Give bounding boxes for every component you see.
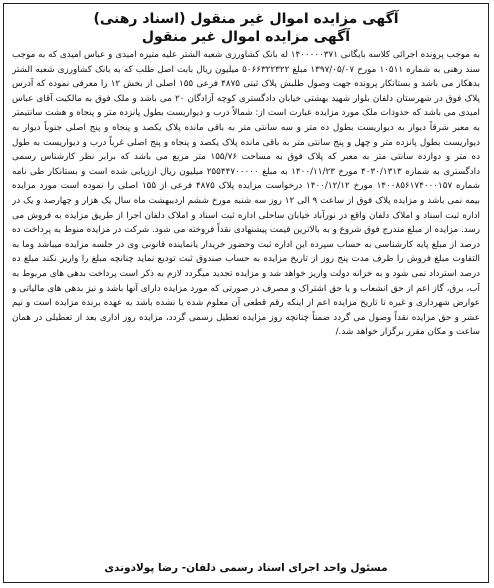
notice-signature: مسئول واحد اجرای اسناد رسمی دلفان- رضا پولادوندی xyxy=(104,562,388,574)
notice-title-primary: آگهی مزایده اموال غیر منقول (اسناد رهنی) xyxy=(93,11,399,27)
notice-frame xyxy=(3,3,489,583)
notice-body-text: به موجب پرونده اجرائی کلاسه بایگانی ۱۴۰۰۰۰۰۳۷۱ له بانک کشاورزی شعبه الشتر علیه متیزه امیدی و عباس امیدی که به موجب سند رهنی به شماره ۱۰۵۱۱ مورخ ۱۳۹۷/۰۵/۰۷ مبلغ ۵۰۶۶۳۲۲۳۲۲ میلیون ریال بابت اصل طلب که به بانک کشاورزی شعبه الشتر بدهکار می باشد و بستانکار پرونده جهت وصول طلبش پلاک ثبتی ۴۸۷۵ فرعی ۱۵۵ اصلی از بخش ۱۲ را معرفی نموده که آدرس پلاک فوق در شهرستان دلفان بلوار شهید بهشتی خیابان دادگستری کوچه آزادگان ۲۰ می باشد و ملک فوق به مالکیت آقای عباس امیدی می باشد که حدودات ملک مورد مزایده عبارت است از: شمالاً درب و دیواریست بطول پانزده متر و پنجاه و هشت سانتیمتر به معبر شرقاً دیوار به دیواریست بطول ده متر و سه سانتی متر به باقی مانده پلاک یکصد و پنجاه و پنج اصلی جنوباً دیوار به دیواریست بطول پانزده متر و چهل و پنج سانتی متر به باقی مانده پلاک یکصد و پنجاه و پنج اصلی غرباً درب و دیواریست به طول ده متر و دوازده سانتی متر به معبر که پلاک فوق به مساحت ۱۵۵/۷۶ متر مربع می باشد که برابر نظر کارشناس رسمی دادگستری به شماره ۴۰۳۰/۱۳۱۳ مورخ ۱۴۰۰/۱۱/۲۳ به مبلغ ۲۵۵۴۴۷۰۰۰۰۰ میلیون ریال ارزیابی شده است و بستانکار طی نامه شماره ۱۴۰۰۸۵۶۱۷۴۰۰۰۱۵۷ مورخ ۱۴۰۰/۱۲/۱۲ درخواست مزایده پلاک ۴۸۷۵ فرعی از ۱۵۵ اصلی را نموده است مورد مزایده بیمه نمی باشد و مزایده پلاک فوق از ساعت ۹ الی ۱۲ روز سه شنبه مورخ ششم اردیبهشت ماه سال یک هزار و چهارصد و یک در اداره ثبت اسناد و املاک دلفان واقع در نورآباد خیابان ساحلی اداره ثبت اسناد و املاک دلفان اجرا از طریق مزایده به فروش می رسد. مزایده از مبلغ مندرج فوق شروع و به بالاترین قیمت پیشنهادی نقداً فروخته می شود. شرکت در مزایده منوط به پرداخت ده درصد از مبلغ پایه کارشناسی به حساب سپرده این اداره ثبت وحضور خریدار یانماینده قانونی وی در جلسه مزایده میباشد وما به التفاوت مبلغ فروش را ظرف مدت پنج روز از تاریخ مزایده به حساب صندوق ثبت تودیع نماید چنانچه مبلغ را واریز نکند مبلغ ده درصد استرداد نمی شود و به خزانه دولت واریز خواهد شد و مزایده تجدید میگردد لازم به ذکر است پرداخت بدهی های مربوط به آب، برق، گاز اعم از حق انشعاب و یا حق اشتراک و مصرف در صورتی که مورد مزایده دارای آنها باشد و نیز بدهی های مالیاتی و عوارض شهرداری و غیره تا تاریخ مزایده اعم از اینکه رقم قطعی آن معلوم شده یا نشده باشد به عهده برنده مزایده است و نیم عشر و حق مزایده نقداً وصول می گردد ضمناً چنانچه روز مزایده تعطیل رسمی گردد، مزایده روز اداری بعد از تعطیلی در همان ساعت و مکان مقرر برگزار خواهد شد./ xyxy=(12,50,480,338)
notice-title-secondary: آگهی مزایده اموال غیر منقول xyxy=(141,29,351,45)
notice-header xyxy=(4,10,488,46)
